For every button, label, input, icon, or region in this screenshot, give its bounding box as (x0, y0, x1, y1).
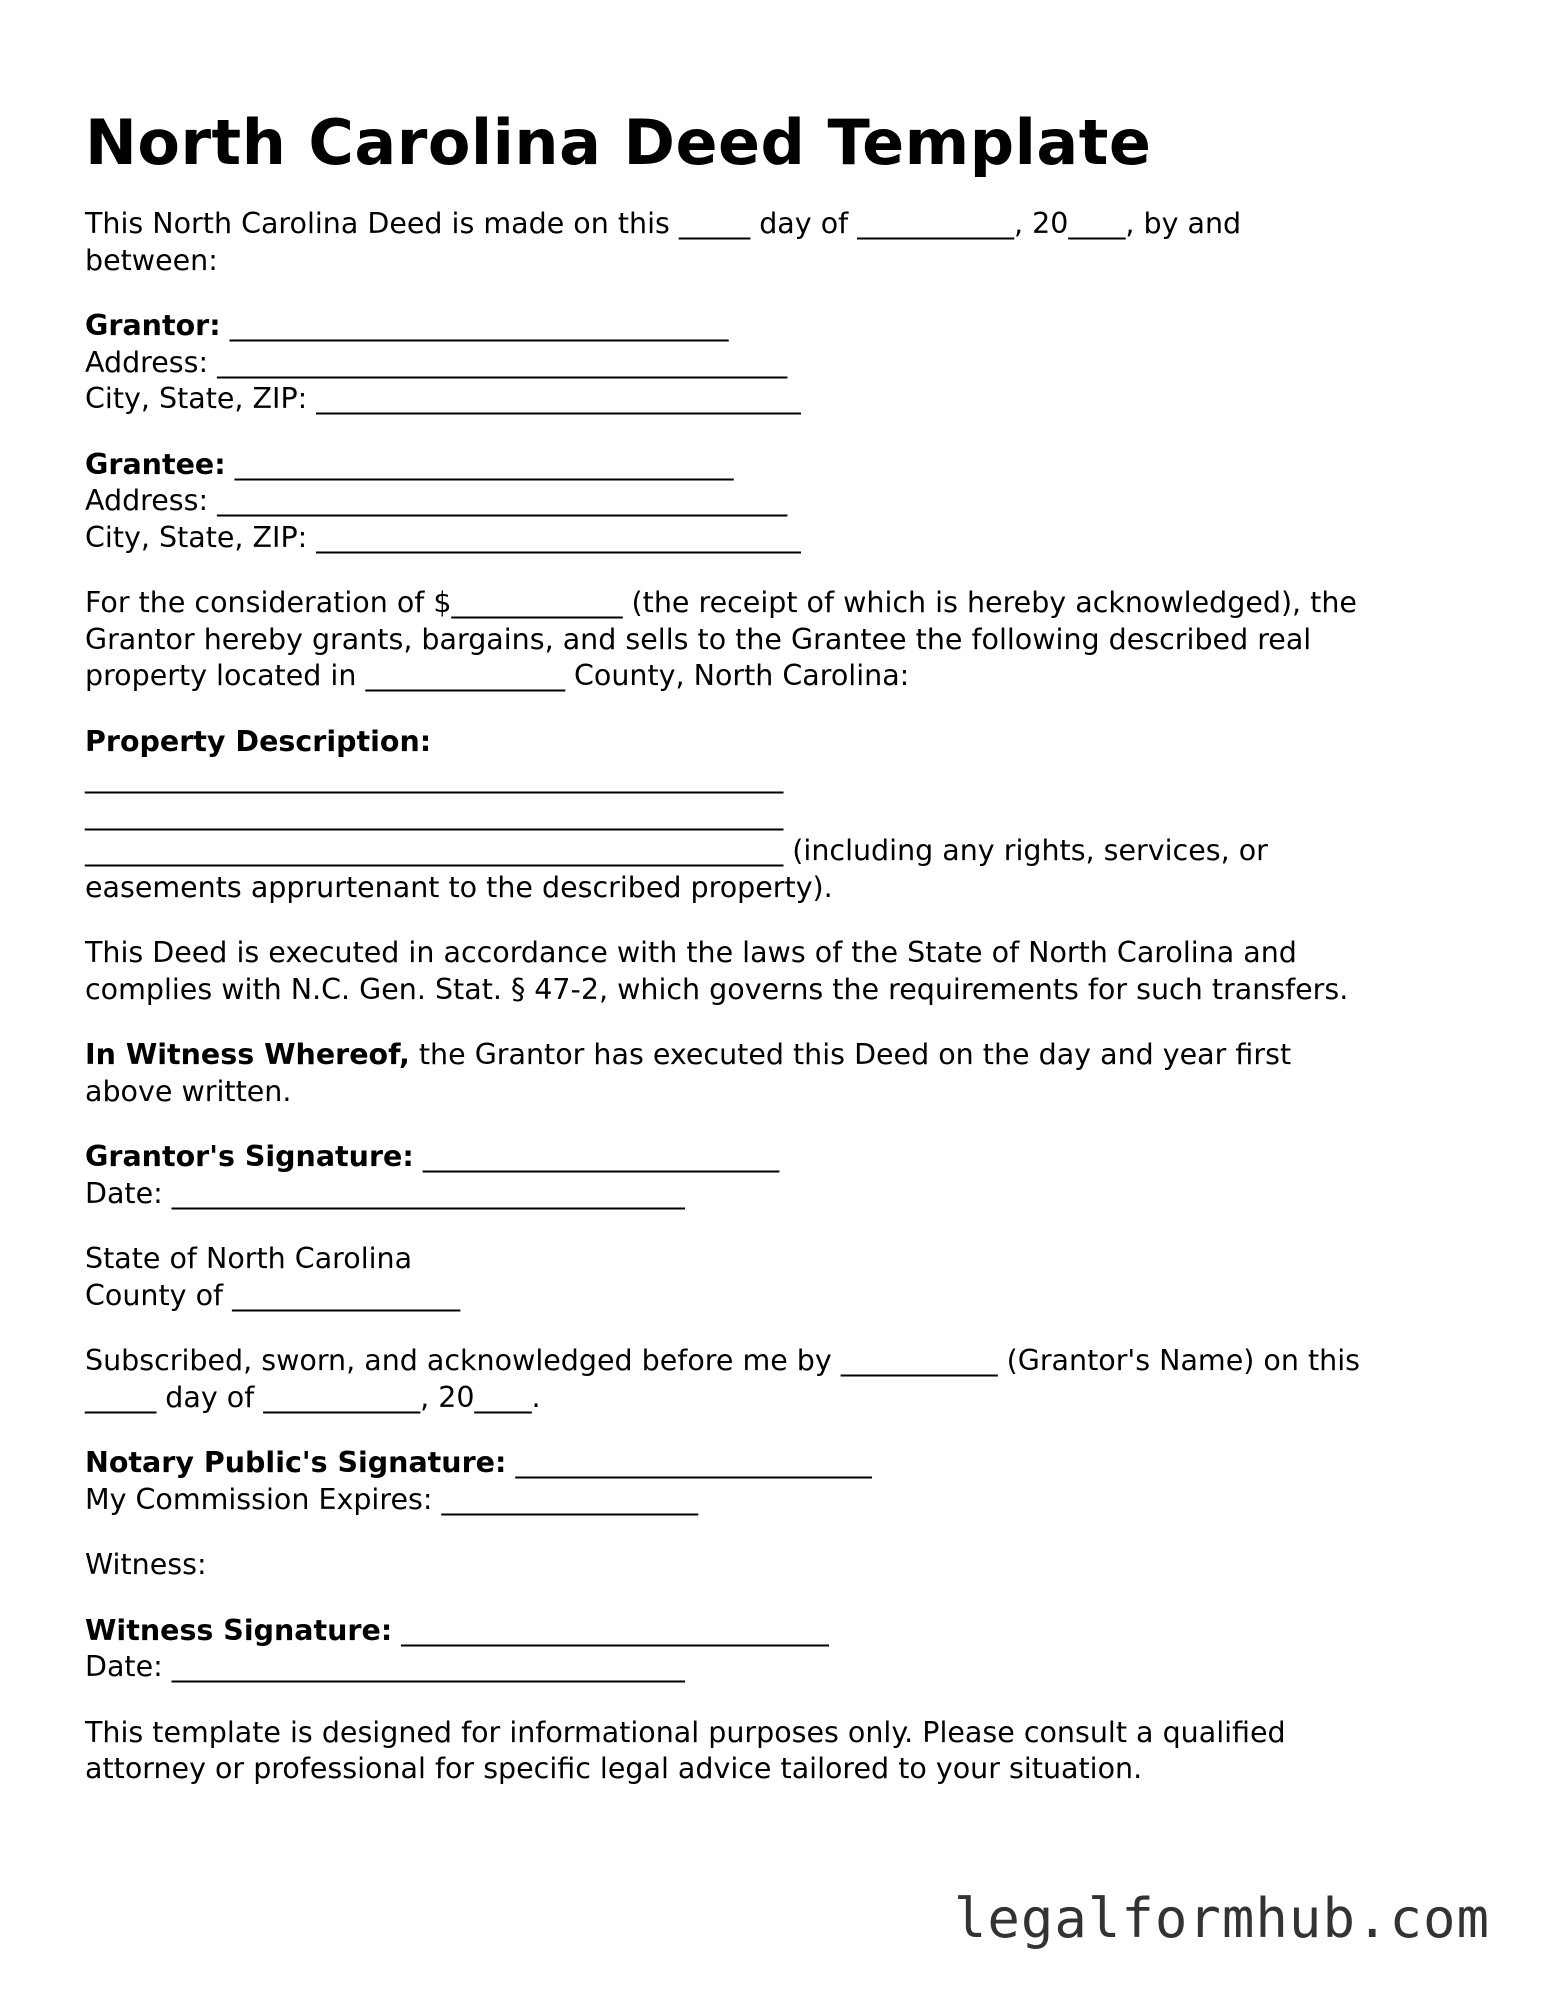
subscribed-paragraph (85, 1343, 1475, 1416)
grantor-name-field[interactable]: ___________________________________ (220, 309, 729, 342)
compliance-line-1: This Deed is executed in accordance with the laws of the State of North Carolina and (85, 936, 1297, 969)
witness-block (85, 1547, 1475, 1584)
grantor-signature-field[interactable]: _________________________ (413, 1140, 780, 1173)
grantor-signature-label: Grantor's Signature: (85, 1140, 414, 1173)
compliance-line-2: complies with N.C. Gen. Stat. § 47-2, which governs the requirements for such transfers. (85, 972, 1349, 1006)
witness-label: Witness: (85, 1548, 207, 1581)
grantor-label: Grantor: (85, 309, 221, 342)
grantee-name-field[interactable]: ___________________________________ (225, 447, 734, 481)
deed-document (85, 100, 1475, 1817)
property-description-label: Property Description: (85, 724, 432, 758)
witness-signature-block (85, 1613, 1475, 1686)
disclaimer-line-2: attorney or professional for specific legal advice tailored to your situation. (85, 1752, 1143, 1785)
consideration-line-1[interactable]: For the consideration of $____________ (the receipt of which is hereby acknowledged), the (85, 586, 1357, 619)
notary-county-field[interactable]: County of ________________ (85, 1278, 461, 1312)
property-description-field-3[interactable]: _________________________________________________ (including any rights, services, or (85, 834, 1268, 867)
grantor-signature-date-field[interactable]: Date: ____________________________________ (85, 1176, 685, 1210)
brand-watermark: legalformhub.com (953, 1887, 1490, 1950)
grantor-city-state-zip-field[interactable]: City, State, ZIP: __________________________________ (85, 382, 801, 415)
property-description-block (85, 724, 1475, 907)
witness-whereof-text: the Grantor has executed this Deed on the day and year first (409, 1038, 1292, 1071)
property-description-line-4: easements apprurtenant to the described property). (85, 870, 833, 904)
witness-whereof-paragraph (85, 1037, 1475, 1110)
grantee-city-state-zip-field[interactable]: City, State, ZIP: __________________________________ (85, 520, 801, 554)
consideration-line-2: Grantor hereby grants, bargains, and sells to the Grantee the following described real (85, 622, 1312, 656)
notary-state: State of North Carolina (85, 1242, 413, 1275)
witness-whereof-heading: In Witness Whereof, (85, 1038, 410, 1071)
consideration-line-3[interactable]: property located in ______________ County, North Carolina: (85, 659, 910, 692)
witness-signature-date-field[interactable]: Date: ____________________________________ (85, 1650, 685, 1683)
witness-signature-label: Witness Signature: (85, 1613, 393, 1647)
intro-paragraph (85, 206, 1475, 279)
grantor-block (85, 308, 1475, 418)
notary-signature-block (85, 1445, 1475, 1518)
commission-expires-field[interactable]: My Commission Expires: __________________ (85, 1482, 698, 1516)
subscribed-line-2[interactable]: _____ day of ___________, 20____. (85, 1380, 541, 1414)
witness-whereof-line-2: above written. (85, 1074, 292, 1108)
page-title: North Carolina Deed Template (85, 106, 1152, 179)
grantee-block (85, 447, 1475, 557)
grantor-signature-block (85, 1139, 1475, 1212)
property-description-field-2[interactable]: _________________________________________________ (85, 797, 784, 831)
intro-line-1: This North Carolina Deed is made on this _____ day of ___________, 20____, by and (85, 207, 1242, 240)
grantee-address-field[interactable]: Address: ________________________________________ (85, 484, 788, 517)
notary-signature-label: Notary Public's Signature: (85, 1446, 507, 1479)
intro-line-2: between: (85, 243, 218, 277)
property-description-field-1[interactable]: _________________________________________________ (85, 761, 784, 794)
grantor-address-field[interactable]: Address: ________________________________________ (85, 345, 788, 379)
disclaimer-paragraph (85, 1715, 1475, 1788)
compliance-paragraph (85, 935, 1475, 1008)
witness-signature-field[interactable]: ______________________________ (392, 1613, 829, 1647)
subscribed-line-1[interactable]: Subscribed, sworn, and acknowledged before me by ___________ (Grantor's Name) on this (85, 1344, 1360, 1377)
consideration-paragraph (85, 585, 1475, 695)
notary-header-block (85, 1241, 1475, 1314)
grantee-label: Grantee: (85, 447, 226, 481)
notary-signature-field[interactable]: _________________________ (506, 1446, 872, 1479)
disclaimer-line-1: This template is designed for informational purposes only. Please consult a qualified (85, 1715, 1286, 1749)
